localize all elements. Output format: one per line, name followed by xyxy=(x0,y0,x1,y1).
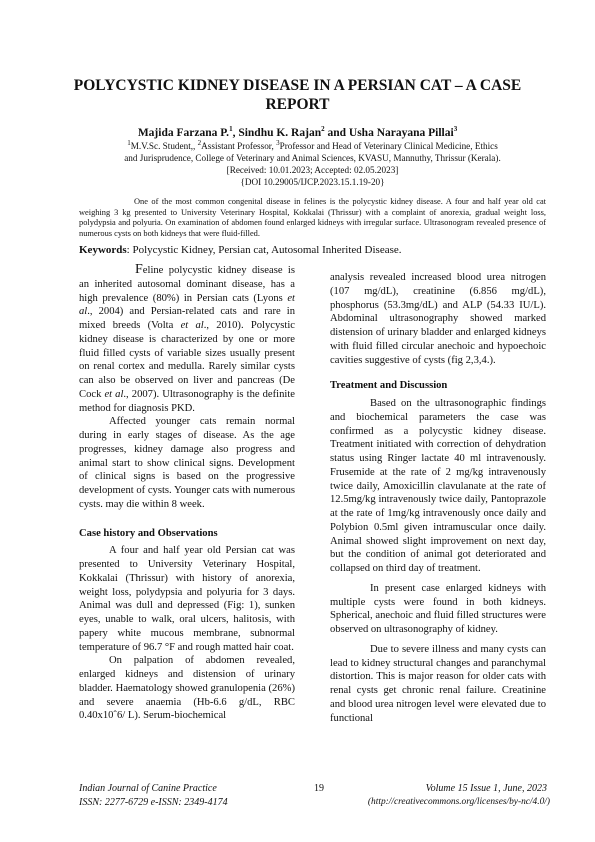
paper-title: POLYCYSTIC KIDNEY DISEASE IN A PERSIAN CAT – A CASE REPORT xyxy=(73,77,522,113)
paragraph-palpation: On palpation of abdomen revealed, enlarged kidneys and distension of urinary bladder. Haematology showed granulopenia (26%) and severe anaemia (Hb-6.6 g/dL, RBC 0.40x10ˆ6/ L). Serum-biochemical xyxy=(79,655,295,722)
paragraph-biochem: analysis revealed increased blood urea nitrogen (107 mg/dL), creatinine (6.856 mg/dL), phosphorus (53.3mg/dL) and ALP (54.33 IU/L). Abdominal ultrasonography showed marked distension of urinary bladder and enlarged kidneys with fluid filled circular anechoic and hypoechoic cavities suggestive of cysts (fig 2,3,4.). xyxy=(330,272,546,366)
paragraph-due-to: Due to severe illness and many cysts can lead to kidney structural changes and paranchymal distortion. This is major reason for older cats with renal cysts get chronic renal failure. Creatinine and blood urea nitrogen level were elevated due to functional xyxy=(330,643,546,724)
affiliation-line-1: $^1$M.V.Sc. Student,, $^2$Assistant Professor, $^3$Professor and Head of Veterinary Clinical Medicine, Ethics xyxy=(127,138,498,151)
author-1: Majida Farzana P. xyxy=(137,127,230,139)
author-sep: , xyxy=(232,127,239,139)
received-dates: [Received: 10.01.2023; Accepted: 02.05.2023] xyxy=(226,165,399,175)
author-3-sup: 3 xyxy=(453,125,458,134)
heading-treatment: Treatment and Discussion xyxy=(330,380,448,392)
affiliation-line-2: and Jurisprudence, College of Veterinary and Animal Sciences, KVASU, Mannuthy, Thrissur (Kerala). xyxy=(124,153,501,163)
right-column xyxy=(330,271,546,725)
keywords-text: : Polycystic Kidney, Persian cat, Autosomal Inherited Disease. xyxy=(126,244,402,256)
keywords xyxy=(79,244,549,256)
paragraph-case-history: A four and half year old Persian cat was presented to University Veterinary Hospital, Kokkalai (Thrissur) with history of anorexia, weight loss, polydypsia and polyuria for 3 days. Animal was dull and depressed (Fig: 1), sunken eyes, unable to walk, oral ulcers, halitosis, with papery white mucous membrane, subnormal temperature of 96.7 °F and rough matted hair coat. xyxy=(79,545,295,653)
heading-case-history: Case history and Observations xyxy=(79,527,218,539)
footer-journal: Indian Journal of Canine Practice xyxy=(79,783,217,794)
author-3: Usha Narayana Pillai xyxy=(348,127,454,139)
footer-volume: Volume 15 Issue 1, June, 2023 xyxy=(425,783,547,794)
left-column xyxy=(79,263,295,723)
doi[interactable]: {DOI 10.29005/IJCP.2023.15.1.19-20} xyxy=(240,177,385,187)
footer-page-number: 19 xyxy=(314,783,324,794)
author-1-sup: 1 xyxy=(229,125,233,134)
footer-issn: ISSN: 2277-6729 e-ISSN: 2349-4174 xyxy=(79,797,228,808)
abstract-text: One of the most common congenital disease in felines is the polycystic kidney disease. A four and half year old cat weighing 3 kg presented to University Veterinary Hospital, Kokkalai (Thrissur) with a complaint of anorexia, gradual weight loss, polydypsia and polyuria. On examination of abdomen found enlarged kidneys with irregular surface. Ultrasonogram revealed presence of numerous cysts on both kidneys that were fluid-filled. xyxy=(79,197,546,238)
drop-cap: F xyxy=(135,262,143,277)
author-2-sup: 2 xyxy=(321,125,325,134)
footer-license-link[interactable]: (http://creativecommons.org/licenses/by-nc/4.0/) xyxy=(367,797,550,807)
paragraph-clinical-signs: Affected younger cats remain normal during in early stages of disease. As the age progresses, kidney damage also progress and animal start to show clinical signs. Development of clinical signs is based on the progressive development of cysts. Younger cats with numerous cysts. may die within 8 week. xyxy=(79,416,295,510)
keywords-label: Keywords xyxy=(79,244,127,256)
author-list xyxy=(40,127,555,139)
abstract xyxy=(79,197,546,239)
paragraph-treatment: Based on the ultrasonographic findings and biochemical parameters the case was confirmed as a polycystic kidney disease. Treatment initiated with correction of dehydration status using Ringer lactate 40 ml intravenously. Frusemide at the rate of 2 mg/kg intravenously twice daily, Amoxicillin clavulanate at the rate of 12.5mg/kg intravenously twice daily, Pantoprazole at the rate of 1mg/kg intravenously once daily and Polybion 0.5ml given intramuscular once daily. Animal showed slight improvement on next day, but the condition of animal got deteriorated and collapsed on third day of treatment. xyxy=(330,398,546,574)
affiliation-block xyxy=(100,140,525,188)
author-and: and xyxy=(324,127,349,139)
paragraph-present-case: In present case enlarged kidneys with multiple cysts were found in both kidneys. Spherical, anechoic and fluid filled structures were observed on ultrasonography of kidney. xyxy=(330,582,546,635)
author-2: Sindhu K. Rajan xyxy=(238,127,322,139)
intro-paragraph: Feline polycystic kidney disease is an inherited autosomal dominant disease, has a high prevalence (80%) in Persian cats (Lyons et al., 2004) and Persian-related cats and rare in mixed breeds (Volta et al., 2010). Polycystic kidney disease is characterized by one or more fluid filled cysts of variable sizes usually present on renal cortex and medulla. Rarely similar cysts can also be observed on liver and pancreas (De Cock et al., 2007). Ultrasonography is the definite method for diagnosis PKD. xyxy=(79,262,295,414)
